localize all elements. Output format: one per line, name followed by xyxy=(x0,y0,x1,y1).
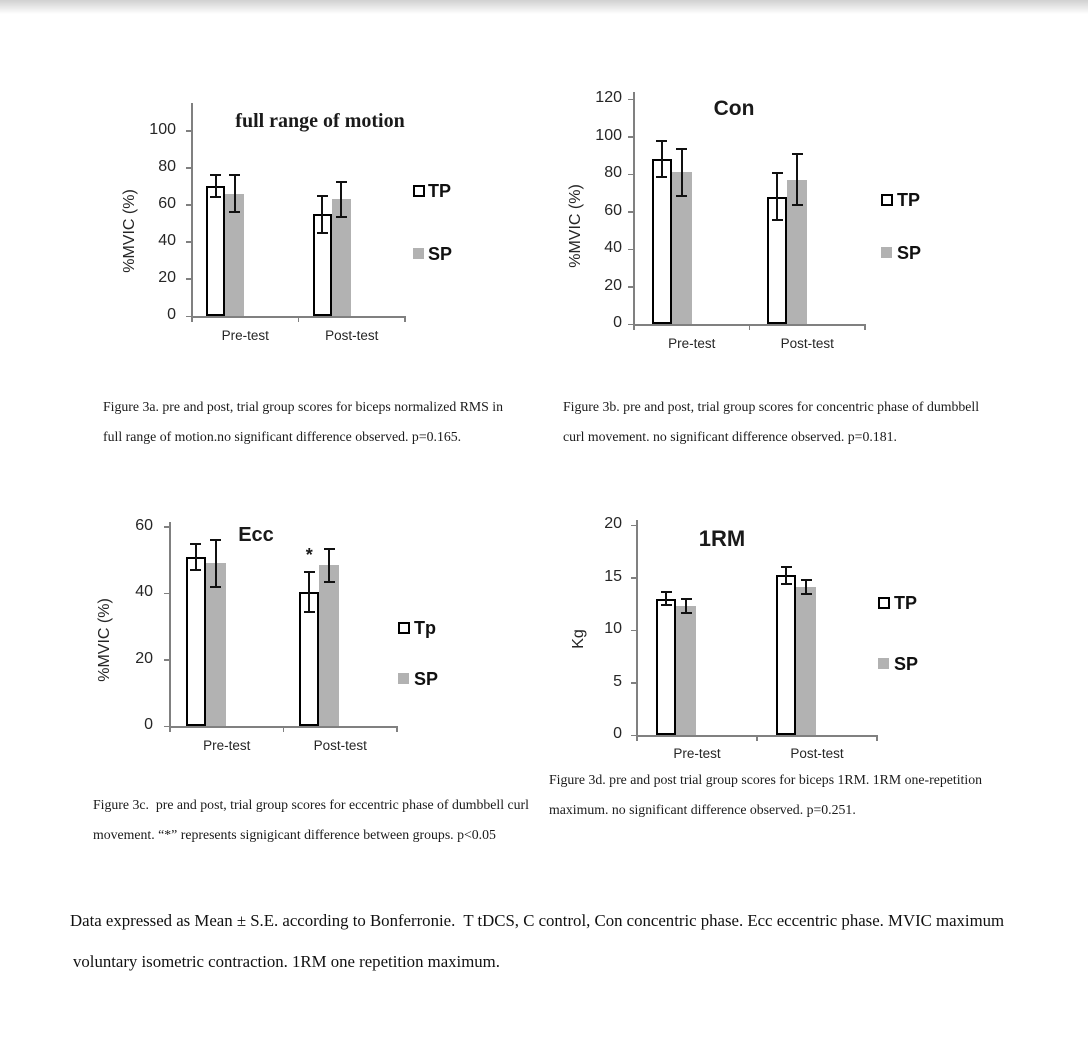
chart-title: Con xyxy=(713,97,755,120)
note-line1: Data expressed as Mean ± S.E. according to Bonferronie. T tDCS, C control, Con concentric phase. Ecc eccentric phase. MVIC maximum xyxy=(70,911,1005,930)
figure-caption-3a xyxy=(103,392,503,452)
error-bar-line xyxy=(785,567,787,584)
category-label: Post-test xyxy=(313,738,367,753)
error-bar-cap xyxy=(801,579,812,581)
y-tick-label: 0 xyxy=(613,314,622,331)
error-bar-cap xyxy=(781,583,792,585)
legend-swatch-tp xyxy=(878,597,890,609)
y-tick-label: 15 xyxy=(604,567,622,585)
y-tick-label: 60 xyxy=(158,194,176,212)
legend-label: TP xyxy=(894,593,918,613)
legend-label: TP xyxy=(897,190,921,210)
legend-label: TP xyxy=(428,181,452,201)
y-tick-label: 0 xyxy=(144,716,153,733)
y-tick xyxy=(631,577,637,579)
y-axis-line xyxy=(636,520,638,736)
caption-3b-line1: Figure 3b. pre and post, trial group scores for concentric phase of dumbbell xyxy=(563,399,980,414)
y-tick-label: 80 xyxy=(604,164,622,181)
note-line2: voluntary isometric contraction. 1RM one repetition maximum. xyxy=(73,952,500,971)
y-tick-label: 100 xyxy=(149,120,176,138)
y-tick-label: 100 xyxy=(595,126,622,144)
caption-3a-line2: full range of motion.no significant difference observed. p=0.165. xyxy=(103,429,462,444)
y-tick-label: 20 xyxy=(158,268,176,286)
x-tick xyxy=(756,735,758,741)
y-tick-label: 5 xyxy=(613,672,622,690)
y-axis-label: %MVIC (%) xyxy=(121,189,138,273)
y-tick-label: 0 xyxy=(613,725,622,742)
y-tick-label: 20 xyxy=(135,649,153,667)
figure-caption-3b xyxy=(563,392,979,452)
chart-title: Ecc xyxy=(238,524,274,546)
category-label: Post-test xyxy=(780,336,834,351)
caption-3c-line2: movement. “*” represents signigicant difference between groups. p<0.05 xyxy=(93,827,496,842)
y-tick-label: 40 xyxy=(135,583,153,601)
error-bar-cap xyxy=(681,612,692,614)
caption-3a-line1: Figure 3a. pre and post, trial group scores for biceps normalized RMS in xyxy=(103,399,504,414)
error-bar-cap xyxy=(781,566,792,568)
bar-tp xyxy=(656,599,676,736)
legend-label: SP xyxy=(894,654,919,674)
category-label: Pre-test xyxy=(668,336,716,351)
error-bar-cap xyxy=(801,593,812,595)
y-tick-label: 120 xyxy=(595,89,622,106)
error-bar-cap xyxy=(681,598,692,600)
y-tick-label: 60 xyxy=(604,201,622,219)
category-label: Post-test xyxy=(790,746,844,761)
figure-note xyxy=(70,900,1004,982)
caption-3d-line2: maximum. no significant difference observed. p=0.251. xyxy=(549,802,856,817)
y-tick-label: 40 xyxy=(604,239,622,256)
y-axis-label: %MVIC (%) xyxy=(96,598,113,682)
bar-tp xyxy=(776,575,796,735)
category-label: Pre-test xyxy=(203,738,251,753)
category-label: Post-test xyxy=(325,328,379,343)
y-axis-label: %MVIC (%) xyxy=(567,184,584,268)
y-tick-label: 80 xyxy=(158,157,176,175)
legend-label: SP xyxy=(897,243,922,263)
error-bar-line xyxy=(805,580,807,595)
y-axis-label: Kg xyxy=(570,629,587,649)
legend-swatch-sp xyxy=(878,658,889,669)
bar-sp xyxy=(796,587,816,735)
y-tick-label: 0 xyxy=(167,306,176,323)
error-bar-line xyxy=(685,599,687,614)
y-tick xyxy=(631,630,637,632)
bar-sp xyxy=(676,606,696,735)
x-tick xyxy=(876,735,878,741)
legend-label: Tp xyxy=(414,618,436,638)
category-label: Pre-test xyxy=(221,328,269,343)
y-tick-label: 20 xyxy=(604,276,622,294)
caption-3c-line1: Figure 3c. pre and post, trial group scores for eccentric phase of dumbbell curl xyxy=(93,797,529,812)
error-bar-cap xyxy=(661,591,672,593)
y-tick-label: 60 xyxy=(135,516,153,534)
x-tick xyxy=(636,735,638,741)
chart-title: full range of motion xyxy=(235,110,405,132)
chart-title: 1RM xyxy=(698,526,746,551)
y-tick-label: 20 xyxy=(604,515,622,532)
legend-label: SP xyxy=(414,669,439,689)
category-label: Pre-test xyxy=(673,746,721,761)
y-tick xyxy=(631,525,637,527)
significance-asterisk: * xyxy=(305,544,313,565)
y-tick-label: 40 xyxy=(158,231,176,249)
y-tick-label: 10 xyxy=(604,620,622,637)
figure-caption-3d xyxy=(549,765,982,825)
figure-caption-3c xyxy=(93,790,529,850)
error-bar-cap xyxy=(661,604,672,606)
caption-3d-line1: Figure 3d. pre and post trial group scores for biceps 1RM. 1RM one-repetition xyxy=(549,772,982,787)
y-tick xyxy=(631,682,637,684)
legend-label: SP xyxy=(428,244,453,264)
caption-3b-line2: curl movement. no significant difference observed. p=0.181. xyxy=(563,429,897,444)
